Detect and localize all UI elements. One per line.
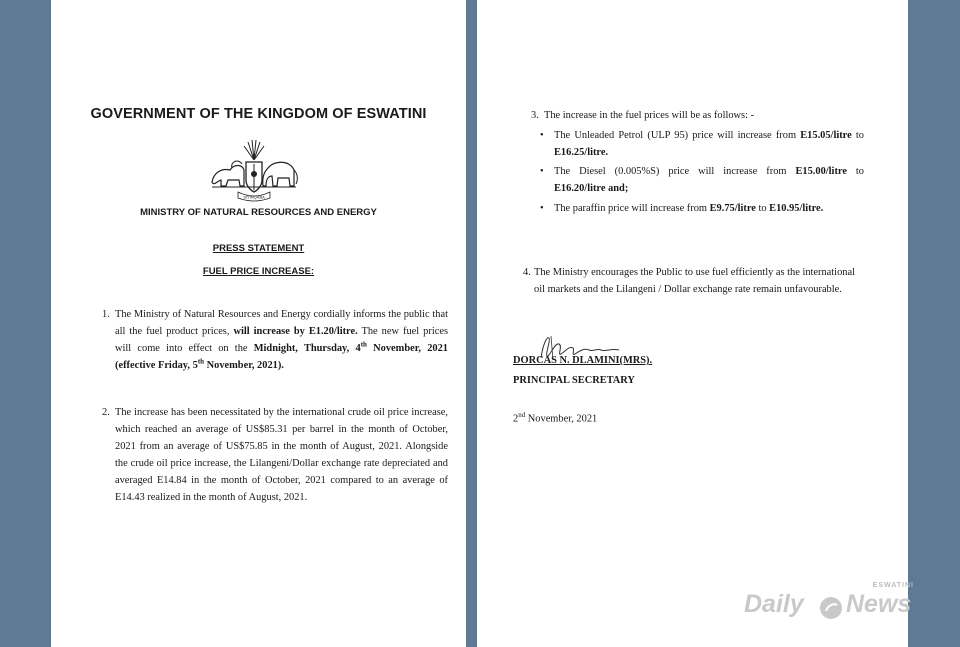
coat-of-arms-icon xyxy=(208,138,300,202)
ministry-name: MINISTRY OF NATURAL RESOURCES AND ENERGY xyxy=(140,207,377,218)
paragraph-3 xyxy=(531,108,904,125)
bullet-bold: E15.05/litre xyxy=(800,130,852,141)
signatory-title: PRINCIPAL SECRETARY xyxy=(513,375,635,386)
paragraph-number: 2. xyxy=(102,407,110,418)
bullet-item-diesel xyxy=(540,164,865,198)
bullet-icon: • xyxy=(540,203,544,214)
paragraph-number: 1. xyxy=(102,309,110,320)
paragraph-text: The increase in the fuel prices will be as follows: - xyxy=(544,110,755,121)
paragraph-bold: November, 2021). xyxy=(204,359,284,371)
bullet-text: The Diesel (0.005%S) price will increase from xyxy=(554,166,796,177)
paragraph-number: 3. xyxy=(531,110,539,121)
bullet-text: to xyxy=(846,166,865,177)
watermark-word-daily: Daily xyxy=(744,590,804,618)
date-day: 2 xyxy=(513,413,519,425)
paragraph-bold: Midnight, Thursday, 4 xyxy=(253,342,361,354)
paragraph-text: The Ministry of Natural Resources and Energy cordially informs the public that all the fuel product prices, xyxy=(115,309,448,337)
signatory-name: DORCAS N. DLAMINI(MRS). xyxy=(513,355,653,366)
paragraph-4 xyxy=(523,265,864,299)
crest-motto: SIYINQABA xyxy=(243,194,265,200)
paragraph-text: The Ministry encourages the Public to use fuel efficiently as the international oil markets and the Lilangeni / Dollar exchange rate remain unfavourable. xyxy=(534,267,855,295)
date-suffix: nd xyxy=(518,411,526,419)
paragraph-number: 4. xyxy=(523,267,531,278)
statement-date xyxy=(513,411,597,424)
bullet-bold: E16.20/litre and; xyxy=(554,182,629,194)
paragraph-2 xyxy=(102,405,448,506)
paragraph-1 xyxy=(102,307,448,375)
date-rest: November, 2021 xyxy=(525,413,598,425)
paragraph-text: The increase has been necessitated by the international crude oil price increase, which reached an average of US$85.31 per barrel in the month of October, 2021 from an average of US$75.85 in the month of August, 2021. Alongside the crude oil price increase, the Lilangeni/Dollar exchange rate depreciated and averaged E14.84 in the month of October, 2021 compared to an average of E14.43 realized in the month of August, 2021. xyxy=(115,407,448,503)
bullet-text: to xyxy=(755,203,770,214)
subject-heading: FUEL PRICE INCREASE: xyxy=(202,266,315,277)
bullet-icon: • xyxy=(540,166,544,177)
press-statement-heading: PRESS STATEMENT xyxy=(212,243,305,254)
watermark-logo-icon xyxy=(818,595,844,621)
bullet-bold: E10.95/litre. xyxy=(769,203,824,214)
paragraph-text: The new fuel prices will come into effect on the xyxy=(115,325,448,354)
watermark-small-text: ESWATINI xyxy=(872,582,914,589)
bullet-item-ulp xyxy=(540,128,864,162)
document-page-right xyxy=(477,0,908,647)
bullet-icon: • xyxy=(540,130,544,141)
superscript: th xyxy=(360,340,367,349)
bullet-bold: E9.75/litre xyxy=(709,203,756,214)
bullet-bold: E15.00/litre xyxy=(795,166,847,177)
daily-news-watermark xyxy=(744,582,924,626)
superscript: th xyxy=(197,357,205,366)
bullet-text: The Unleaded Petrol (ULP 95) price will increase from xyxy=(554,130,801,141)
bullet-bold: E16.25/litre. xyxy=(554,146,609,158)
bullet-text: The paraffin price will increase from xyxy=(554,203,710,214)
paragraph-bold: November, 2021 (effective Friday, 5 xyxy=(115,342,448,371)
bullet-text: to xyxy=(851,130,864,141)
bullet-item-paraffin xyxy=(540,201,864,218)
paragraph-bold: will increase by E1.20/litre. xyxy=(233,325,358,337)
watermark-word-news: News xyxy=(846,590,912,618)
government-title: GOVERNMENT OF THE KINGDOM OF ESWATINI xyxy=(90,106,427,122)
document-page-left xyxy=(51,0,466,647)
